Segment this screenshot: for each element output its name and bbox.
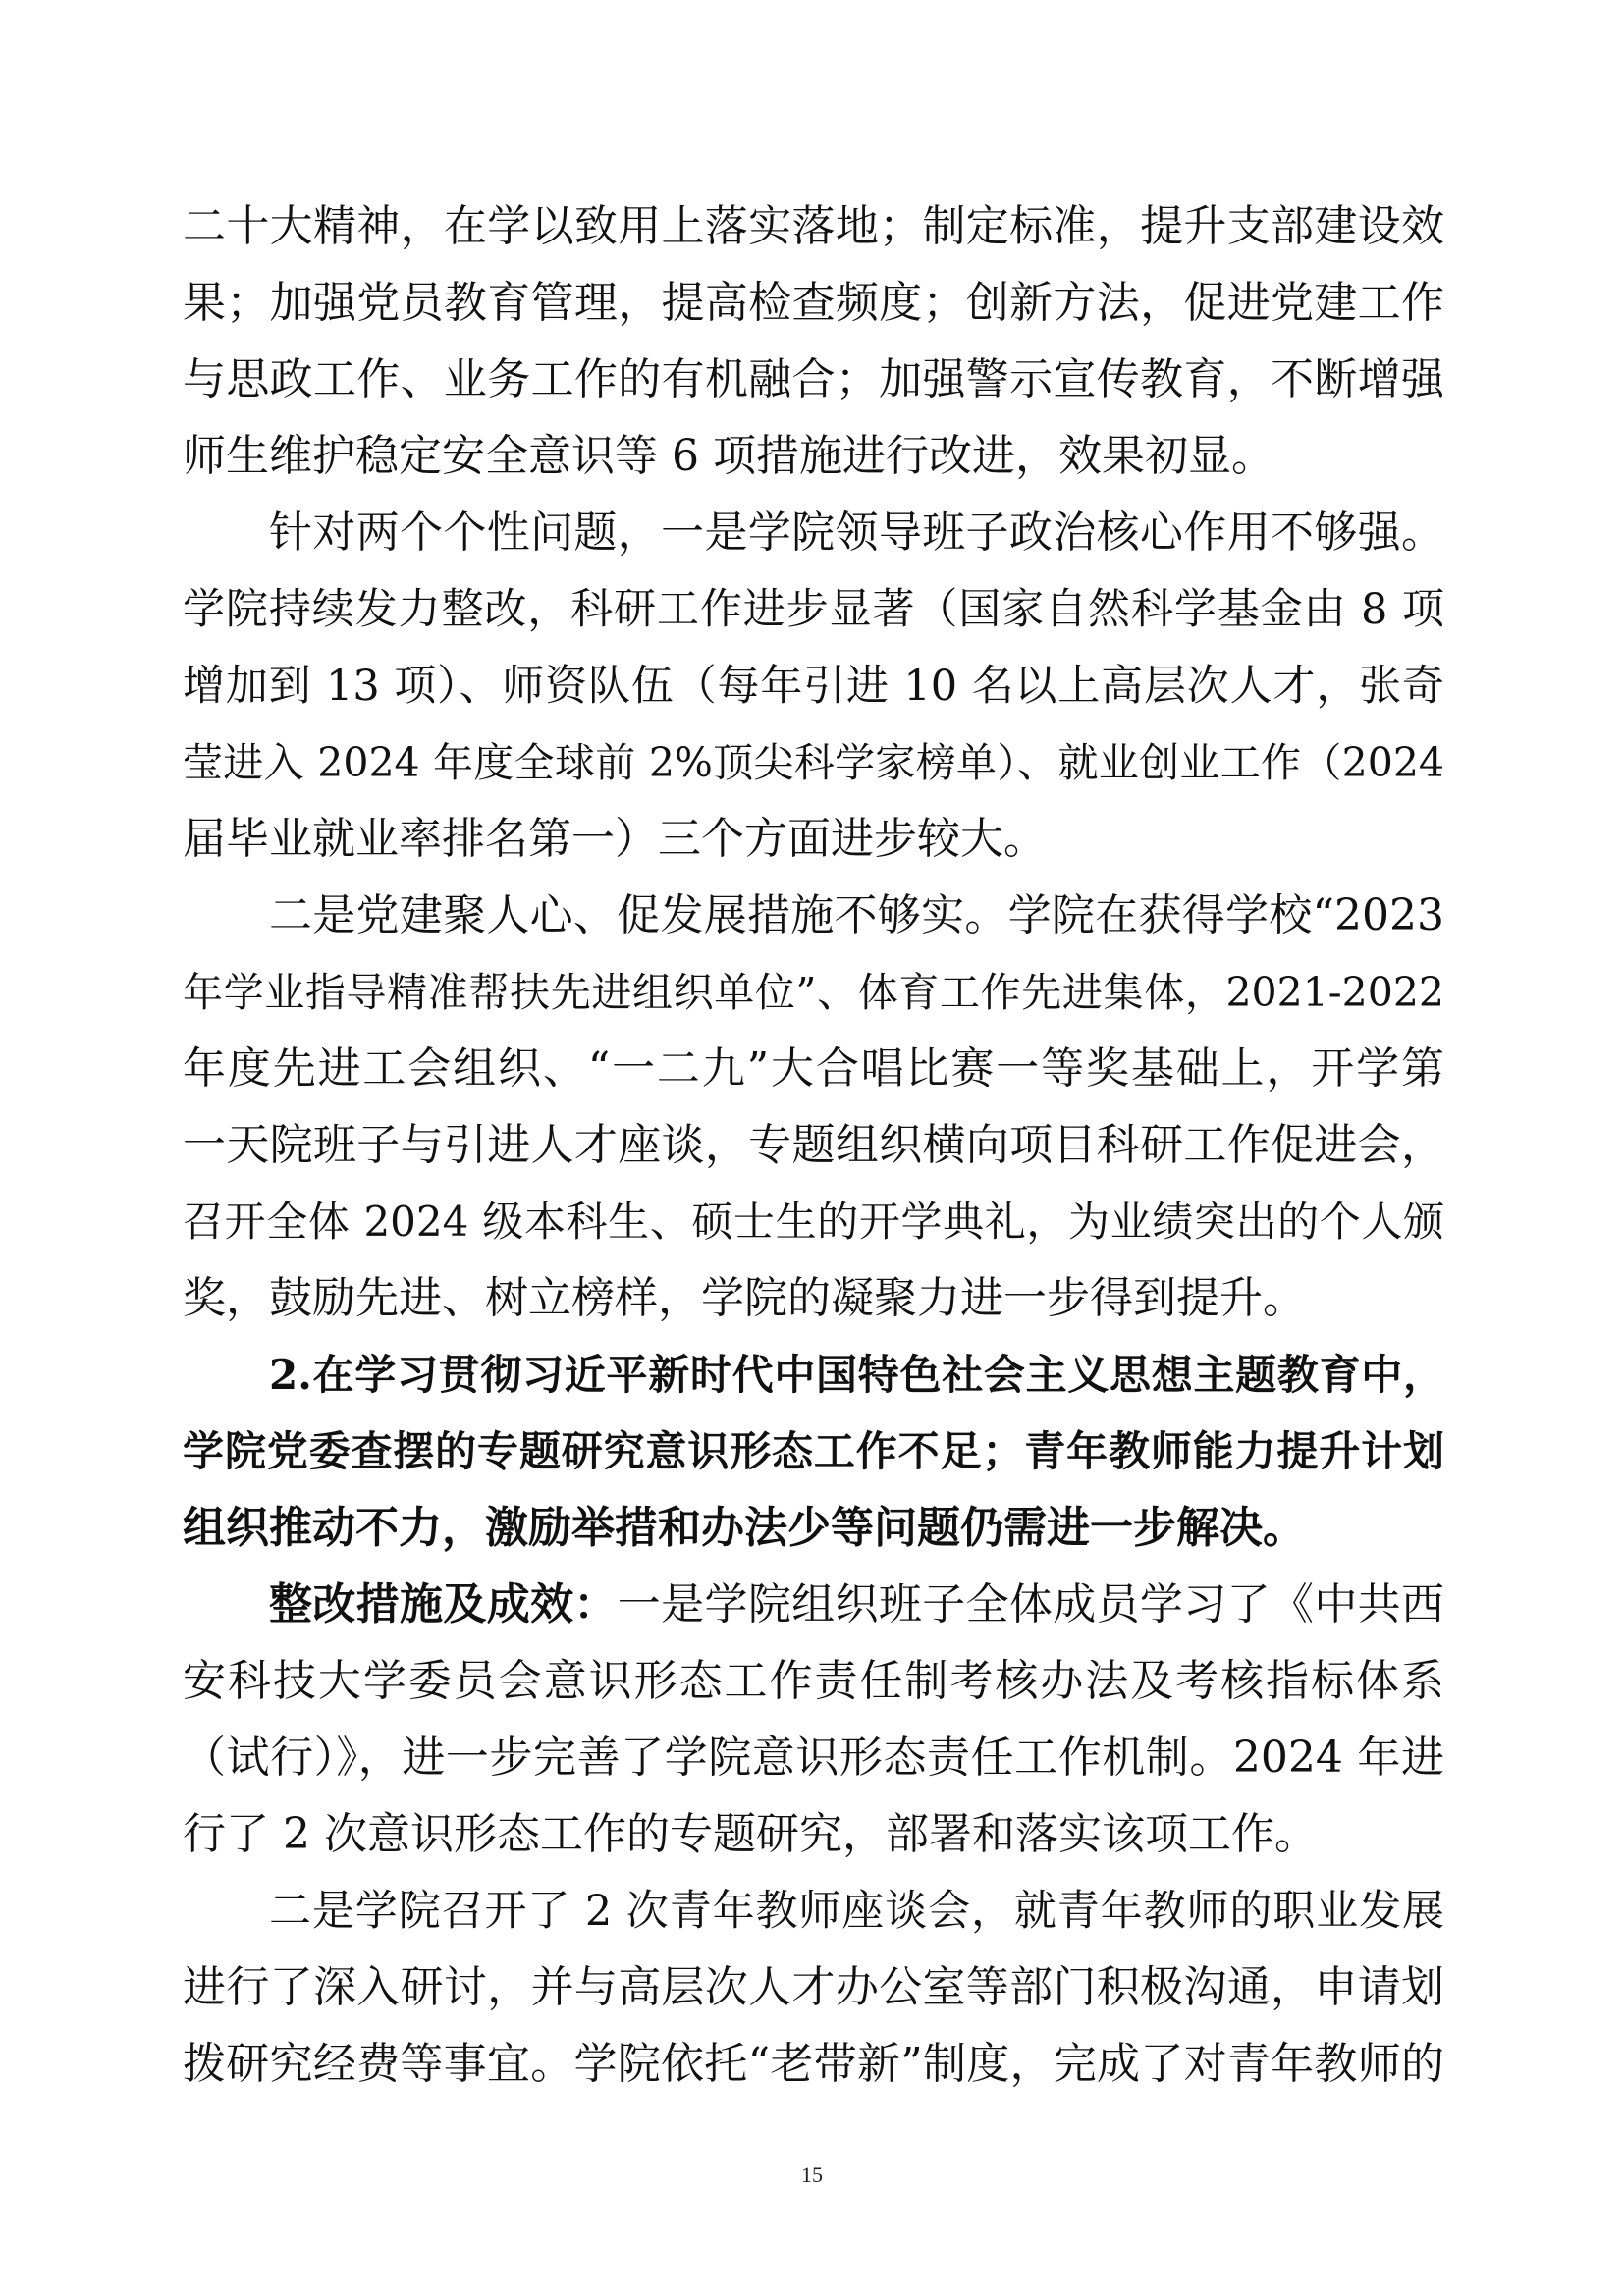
text-line: 与思政工作、业务工作的有机融合；加强警示宣传教育，不断增强: [183, 354, 1444, 404]
lead-label: 整改措施及成效：: [269, 1579, 618, 1629]
text-line: 师生维护稳定安全意识等 6 项措施进行改进，效果初显。: [183, 431, 1274, 481]
text-line: 行了 2 次意识形态工作的专题研究，部署和落实该项工作。: [183, 1809, 1318, 1859]
text-line: 安科技大学委员会意识形态工作责任制考核办法及考核指标体系: [183, 1656, 1444, 1706]
heading-line: 组织推动不力，激励举措和办法少等问题仍需进一步解决。: [183, 1503, 1306, 1553]
heading-line: 学院党委查摆的专题研究意识形态工作不足；青年教师能力提升计划: [183, 1427, 1444, 1475]
text-line: 进行了深入研讨，并与高层次人才办公室等部门积极沟通，申请划: [183, 1962, 1444, 2012]
section-heading-item-2: [183, 1337, 1444, 1567]
text-line: [183, 1567, 1444, 1643]
text-line: 莹进入 2024 年度全球前 2%顶尖科学家榜单）、就业创业工作（2024: [183, 739, 1444, 786]
text-span: 一是学院组织班子全体成员学习了《中共西: [617, 1579, 1445, 1629]
paragraph-measures-continued: [183, 188, 1444, 495]
paragraph-rectification-measures: [183, 1567, 1444, 1873]
text-line: 年度先进工会组织、“一二九”大合唱比赛一等奖基础上，开学第: [183, 1043, 1444, 1094]
text-line: 果；加强党员教育管理，提高检查频度；创新方法，促进党建工作: [183, 278, 1444, 328]
page-body: [183, 188, 1444, 2103]
paragraph-individual-issue-two: [183, 878, 1444, 1337]
text-line: 二是党建聚人心、促发展措施不够实。学院在获得学校“2023: [269, 890, 1444, 940]
text-line: 二是学院召开了 2 次青年教师座谈会，就青年教师的职业发展: [269, 1887, 1444, 1936]
heading-line: 2.在学习贯彻习近平新时代中国特色社会主义思想主题教育中，: [269, 1351, 1444, 1399]
text-line: 学院持续发力整改，科研工作进步显著（国家自然科学基金由 8 项: [183, 585, 1444, 634]
text-line: 召开全体 2024 级本科生、硕士生的开学典礼，为业绩突出的个人颁: [183, 1198, 1444, 1246]
text-line: 增加到 13 项）、师资队伍（每年引进 10 名以上高层次人才，张奇: [183, 662, 1444, 711]
text-line: 拨研究经费等事宜。学院依托“老带新”制度，完成了对青年教师的: [183, 2039, 1444, 2089]
paragraph-young-teachers: [183, 1873, 1444, 2103]
text-line: 二十大精神，在学以致用上落实落地；制定标准，提升支部建设效: [183, 201, 1444, 251]
text-line: 届毕业就业率排名第一）三个方面进步较大。: [183, 814, 1047, 864]
page-number: 15: [801, 2163, 823, 2187]
paragraph-individual-issue-one: [183, 495, 1444, 878]
text-line: 奖，鼓励先进、树立榜样，学院的凝聚力进一步得到提升。: [183, 1273, 1306, 1323]
text-line: 年学业指导精准帮扶先进组织单位”、体育工作先进集体，2021-2022: [183, 969, 1444, 1016]
text-line: （试行）》，进一步完善了学院意识形态责任工作机制。2024 年进: [183, 1733, 1444, 1783]
text-line: 一天院班子与引进人才座谈，专题组织横向项目科研工作促进会，: [183, 1120, 1444, 1170]
text-line: 针对两个个性问题，一是学院领导班子政治核心作用不够强。: [269, 507, 1444, 558]
